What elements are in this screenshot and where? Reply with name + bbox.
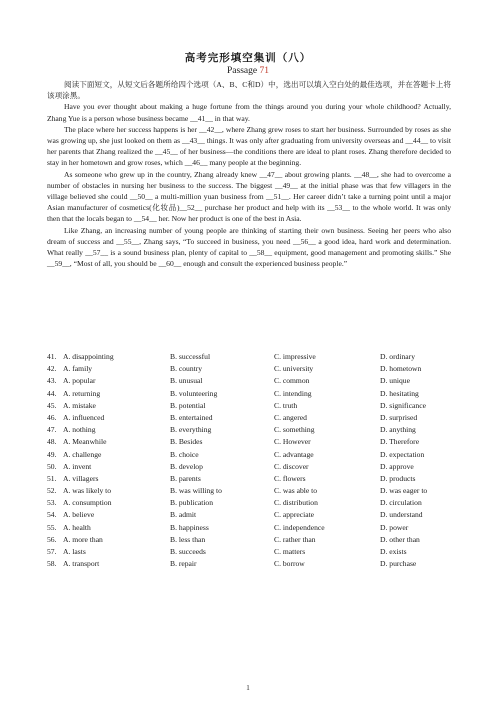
option-a: A. nothing [63,425,96,435]
option-b: B. succeeds [170,547,206,556]
option-b: B. unusual [170,376,203,386]
option-b: B. Besides [170,437,203,447]
option-d: D. approve [380,461,414,471]
option-row [47,388,457,400]
option-c: C. rather than [274,534,316,544]
option-c: C. However [274,437,311,447]
option-d: D. expectation [380,449,425,459]
question-number: 51. [47,473,57,483]
option-c: C. flowers [274,473,306,483]
question-number: 41. [47,352,57,361]
option-b: B. happiness [170,522,209,532]
option-d: D. ordinary [380,352,416,361]
question-number: 55. [47,522,57,532]
options-list [47,351,457,570]
passage-heading [0,66,496,76]
option-c: C. impressive [274,352,316,361]
option-c: C. something [274,425,315,435]
option-c: C. discover [274,461,309,471]
option-d: D. unique [380,376,410,386]
option-d: D. surprised [380,412,418,422]
option-c: C. intending [274,388,312,398]
option-a: A. consumption [63,498,112,508]
option-a: A. invent [63,461,92,471]
option-a: A. more than [63,534,103,544]
question-number: 53. [47,498,57,508]
option-d: D. power [380,522,409,532]
option-c: C. advantage [274,449,314,459]
passage-label: Passage [227,66,258,76]
option-b: B. volunteering [170,388,218,398]
option-row [47,473,457,485]
option-c: C. was able to [274,486,318,496]
question-number: 56. [47,534,57,544]
document-title: 高考完形填空集训（八） [184,53,312,64]
option-b: B. was willing to [170,486,222,496]
option-d: D. circulation [380,498,422,508]
option-a: A. disappointing [63,352,114,361]
option-c: C. distribution [274,498,318,508]
option-a: A. Meanwhile [63,437,107,447]
option-b: B. country [170,364,203,374]
question-number: 46. [47,412,57,422]
option-a: A. transport [63,559,100,569]
option-d: D. anything [380,425,416,435]
option-row [47,363,457,375]
option-a: A. was likely to [63,486,112,496]
option-row [47,558,457,570]
option-d: D. other than [380,534,420,544]
option-b: B. successful [170,352,211,361]
question-number: 42. [47,364,57,374]
option-row [47,436,457,448]
option-c: C. independence [274,522,325,532]
option-row [47,534,457,546]
question-number: 48. [47,437,57,447]
instruction-text: 阅读下面短文，从短文后各题所给四个选项（A、B、C和D）中，选出可以填入空白处的最佳选项，并在答题卡上将该项涂黑。 [47,80,451,101]
paragraph: Have you ever thought about making a huge fortune from the things around you during your whole childhood? Actually, Zhang Yue is a person whose business became __41__ in that way. [47,102,451,123]
option-d: D. exists [380,547,407,556]
option-c: C. matters [274,547,306,556]
option-row [47,351,457,363]
option-d: D. understand [380,510,423,520]
option-d: D. hometown [380,364,422,374]
option-a: A. villagers [63,473,99,483]
option-row [47,522,457,534]
option-b: B. potential [170,400,206,410]
option-b: B. everything [170,425,212,435]
question-number: 50. [47,461,57,471]
question-number: 57. [47,547,57,556]
question-number: 52. [47,486,57,496]
question-number: 44. [47,388,57,398]
option-d: D. significance [380,400,426,410]
paragraph: As someone who grew up in the country, Zhang already knew __47__ about growing plants. __48__, she had to overcome a number of obstacles in nursing her business to the success. The biggest __49__ at the initial phase was that few villagers in the village believed she could __50__ a multi-million yuan business from __51__. Her career didn’t take a turning point until a major Asian manufacturer of cosmetics(化妆品)__52__ purchase her product and help with its __53__ to the whole world. It was only then that the locals began to __54__ her. Now her product is one of the best in Asia. [47,169,451,224]
question-number: 47. [47,425,57,435]
option-a: A. lasts [63,547,86,556]
option-a: A. returning [63,388,101,398]
option-row [47,449,457,461]
question-number: 54. [47,510,57,520]
option-a: A. mistake [63,400,96,410]
option-d: D. purchase [380,559,417,569]
option-b: B. admit [170,510,197,520]
question-number: 45. [47,400,57,410]
option-c: C. common [274,376,310,386]
paragraph: The place where her success happens is her __42__, where Zhang grew roses to start her business. Surrounded by roses as she was growing up, she just looked on them as __43__ things. It was only after graduating from university overseas and __44__ to visit her parents that Zhang realized the __45__ of her business—the conditions there are ideal to plant roses. Zhang therefore decided to stay in her hometown and grow roses, which __46__ many people at the beginning. [47,124,451,168]
question-number: 58. [47,559,57,569]
option-d: D. products [380,473,416,483]
option-b: B. entertained [170,412,213,422]
option-row [47,424,457,436]
question-number: 43. [47,376,57,386]
option-b: B. repair [170,559,197,569]
option-row [47,509,457,521]
page-number: 1 [246,684,250,692]
option-d: D. was eager to [380,486,428,496]
question-number: 49. [47,449,57,459]
option-row [47,461,457,473]
option-row [47,546,457,558]
option-row [47,375,457,387]
option-c: C. borrow [274,559,305,569]
option-row [47,485,457,497]
option-b: B. parents [170,473,201,483]
option-a: A. influenced [63,412,105,422]
option-b: B. choice [170,449,199,459]
option-a: A. health [63,522,91,532]
option-c: C. angered [274,412,307,422]
passage-number: 71 [259,66,269,76]
option-d: D. Therefore [380,437,420,447]
option-c: C. university [274,364,314,374]
paragraph: Like Zhang, an increasing number of young people are thinking of starting their own business. Seeing her peers who also dream of success and __55__, Zhang says, “To succeed in business, you need __56__ a good idea, hard work and determination. What really __57__ is a sound business plan, plenty of capital to __58__ equipment, good management and promoting skills.” She __59__, “Most of all, you should be __60__ enough and consult the experienced business people.” [47,225,451,269]
option-b: B. develop [170,461,203,471]
option-a: A. challenge [63,449,102,459]
option-row [47,400,457,412]
option-b: B. publication [170,498,214,508]
option-d: D. hesitating [380,388,419,398]
passage-body [47,79,451,269]
option-c: C. appreciate [274,510,315,520]
option-b: B. less than [170,534,206,544]
option-a: A. family [63,364,93,374]
option-a: A. believe [63,510,95,520]
option-row [47,497,457,509]
option-row [47,412,457,424]
option-c: C. truth [274,400,298,410]
option-a: A. popular [63,376,96,386]
